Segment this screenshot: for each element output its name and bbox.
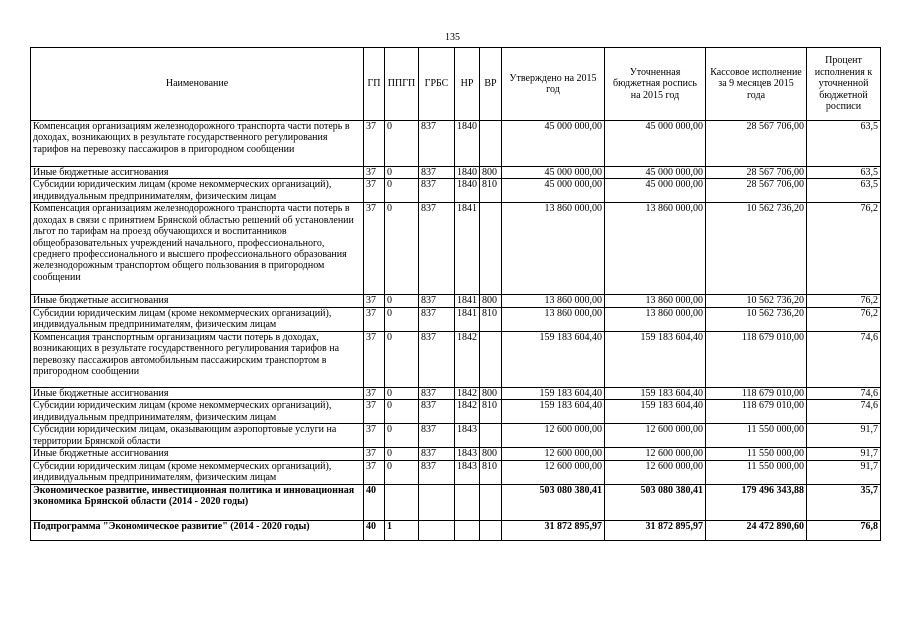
row-nr bbox=[455, 484, 480, 520]
row-vr: 800 bbox=[480, 448, 502, 460]
header-revised: Уточненная бюджетная роспись на 2015 год bbox=[605, 48, 706, 121]
row-gp: 37 bbox=[364, 424, 385, 448]
row-grbs: 837 bbox=[419, 460, 455, 484]
row-revised: 503 080 380,41 bbox=[605, 484, 706, 520]
header-grbs: ГРБС bbox=[419, 48, 455, 121]
row-approved: 45 000 000,00 bbox=[502, 179, 605, 203]
budget-table bbox=[30, 47, 881, 541]
row-vr bbox=[480, 484, 502, 520]
row-executed: 10 562 736,20 bbox=[706, 295, 807, 307]
row-vr: 810 bbox=[480, 307, 502, 331]
row-name: Компенсация организациям железнодорожного транспорта части потерь в доходах в связи с принятием Брянской областью решений об установлении льгот по тарифам на проезд обучающихся и воспитанников общеобразовательных учреждений начального, профессионального, среднего профессионального и высшего профессионального образования железнодорожным транспортом общего пользования в пригородном сообщении bbox=[31, 203, 364, 295]
row-revised: 45 000 000,00 bbox=[605, 167, 706, 179]
row-percent: 76,2 bbox=[807, 307, 881, 331]
table-row bbox=[31, 121, 881, 167]
row-ppgp: 0 bbox=[385, 307, 419, 331]
row-gp: 37 bbox=[364, 448, 385, 460]
row-percent: 35,7 bbox=[807, 484, 881, 520]
row-executed: 11 550 000,00 bbox=[706, 424, 807, 448]
row-percent: 74,6 bbox=[807, 387, 881, 399]
row-grbs: 837 bbox=[419, 387, 455, 399]
row-name: Иные бюджетные ассигнования bbox=[31, 295, 364, 307]
table-row bbox=[31, 295, 881, 307]
row-name: Компенсация организациям железнодорожного транспорта части потерь в доходах, возникающих в результате государственного регулирования тарифов на перевозку пассажиров в пригородном сообщении bbox=[31, 121, 364, 167]
table-row bbox=[31, 387, 881, 399]
row-vr: 810 bbox=[480, 400, 502, 424]
row-nr: 1842 bbox=[455, 400, 480, 424]
row-vr bbox=[480, 203, 502, 295]
row-gp: 37 bbox=[364, 331, 385, 387]
row-gp: 37 bbox=[364, 167, 385, 179]
row-revised: 12 600 000,00 bbox=[605, 424, 706, 448]
row-executed: 10 562 736,20 bbox=[706, 307, 807, 331]
row-executed: 118 679 010,00 bbox=[706, 400, 807, 424]
row-grbs: 837 bbox=[419, 307, 455, 331]
row-grbs bbox=[419, 520, 455, 540]
row-ppgp: 0 bbox=[385, 387, 419, 399]
page-number: 135 bbox=[445, 32, 460, 43]
table-row bbox=[31, 331, 881, 387]
row-nr: 1840 bbox=[455, 179, 480, 203]
row-name: Иные бюджетные ассигнования bbox=[31, 387, 364, 399]
row-ppgp bbox=[385, 484, 419, 520]
row-percent: 74,6 bbox=[807, 400, 881, 424]
row-approved: 31 872 895,97 bbox=[502, 520, 605, 540]
row-revised: 159 183 604,40 bbox=[605, 400, 706, 424]
row-nr bbox=[455, 520, 480, 540]
row-approved: 13 860 000,00 bbox=[502, 307, 605, 331]
row-revised: 13 860 000,00 bbox=[605, 295, 706, 307]
row-vr bbox=[480, 121, 502, 167]
table-row bbox=[31, 400, 881, 424]
row-revised: 31 872 895,97 bbox=[605, 520, 706, 540]
row-grbs: 837 bbox=[419, 167, 455, 179]
row-nr: 1840 bbox=[455, 121, 480, 167]
header-vr: ВР bbox=[480, 48, 502, 121]
row-nr: 1841 bbox=[455, 203, 480, 295]
row-percent: 74,6 bbox=[807, 331, 881, 387]
header-ppgp: ППГП bbox=[385, 48, 419, 121]
row-nr: 1841 bbox=[455, 307, 480, 331]
row-executed: 11 550 000,00 bbox=[706, 460, 807, 484]
row-grbs: 837 bbox=[419, 448, 455, 460]
row-approved: 159 183 604,40 bbox=[502, 387, 605, 399]
row-percent: 91,7 bbox=[807, 448, 881, 460]
row-executed: 179 496 343,88 bbox=[706, 484, 807, 520]
row-name: Экономическое развитие, инвестиционная политика и инновационная экономика Брянской области (2014 - 2020 годы) bbox=[31, 484, 364, 520]
row-approved: 45 000 000,00 bbox=[502, 167, 605, 179]
header-percent: Процент исполнения к уточненной бюджетной росписи bbox=[807, 48, 881, 121]
row-nr: 1840 bbox=[455, 167, 480, 179]
row-gp: 37 bbox=[364, 387, 385, 399]
row-vr bbox=[480, 424, 502, 448]
row-name: Субсидии юридическим лицам (кроме некоммерческих организаций), индивидуальным предпринимателям, физическим лицам bbox=[31, 400, 364, 424]
row-revised: 159 183 604,40 bbox=[605, 387, 706, 399]
row-executed: 118 679 010,00 bbox=[706, 331, 807, 387]
row-vr: 800 bbox=[480, 167, 502, 179]
row-vr bbox=[480, 520, 502, 540]
row-name: Компенсация транспортным организациям части потерь в доходах, возникающих в результате государственного регулирования тарифов на перевозку пассажиров автомобильным пассажирским транспортом в пригородном сообщении bbox=[31, 331, 364, 387]
row-nr: 1841 bbox=[455, 295, 480, 307]
row-approved: 12 600 000,00 bbox=[502, 448, 605, 460]
row-ppgp: 0 bbox=[385, 203, 419, 295]
row-name: Подпрограмма "Экономическое развитие" (2014 - 2020 годы) bbox=[31, 520, 364, 540]
row-executed: 28 567 706,00 bbox=[706, 167, 807, 179]
row-ppgp: 0 bbox=[385, 167, 419, 179]
row-ppgp: 0 bbox=[385, 400, 419, 424]
header-nr: НР bbox=[455, 48, 480, 121]
row-name: Иные бюджетные ассигнования bbox=[31, 448, 364, 460]
row-percent: 91,7 bbox=[807, 460, 881, 484]
row-approved: 45 000 000,00 bbox=[502, 121, 605, 167]
row-vr: 810 bbox=[480, 460, 502, 484]
row-grbs: 837 bbox=[419, 179, 455, 203]
row-ppgp: 0 bbox=[385, 179, 419, 203]
header-name: Наименование bbox=[31, 48, 364, 121]
row-percent: 91,7 bbox=[807, 424, 881, 448]
row-name: Субсидии юридическим лицам (кроме некоммерческих организаций), индивидуальным предпринимателям, физическим лицам bbox=[31, 460, 364, 484]
row-revised: 12 600 000,00 bbox=[605, 448, 706, 460]
row-percent: 63,5 bbox=[807, 167, 881, 179]
row-vr: 800 bbox=[480, 295, 502, 307]
row-executed: 10 562 736,20 bbox=[706, 203, 807, 295]
row-gp: 37 bbox=[364, 295, 385, 307]
row-grbs: 837 bbox=[419, 424, 455, 448]
row-revised: 12 600 000,00 bbox=[605, 460, 706, 484]
row-grbs: 837 bbox=[419, 331, 455, 387]
row-percent: 76,2 bbox=[807, 203, 881, 295]
row-gp: 37 bbox=[364, 307, 385, 331]
table-row bbox=[31, 520, 881, 540]
row-gp: 37 bbox=[364, 179, 385, 203]
row-gp: 40 bbox=[364, 484, 385, 520]
row-ppgp: 0 bbox=[385, 448, 419, 460]
row-vr: 810 bbox=[480, 179, 502, 203]
row-executed: 11 550 000,00 bbox=[706, 448, 807, 460]
row-grbs bbox=[419, 484, 455, 520]
row-gp: 40 bbox=[364, 520, 385, 540]
row-approved: 159 183 604,40 bbox=[502, 331, 605, 387]
table-row bbox=[31, 448, 881, 460]
row-gp: 37 bbox=[364, 400, 385, 424]
row-grbs: 837 bbox=[419, 203, 455, 295]
header-gp: ГП bbox=[364, 48, 385, 121]
table-row bbox=[31, 424, 881, 448]
row-name: Субсидии юридическим лицам (кроме некоммерческих организаций), индивидуальным предпринимателям, физическим лицам bbox=[31, 179, 364, 203]
row-executed: 28 567 706,00 bbox=[706, 121, 807, 167]
row-grbs: 837 bbox=[419, 400, 455, 424]
row-approved: 13 860 000,00 bbox=[502, 295, 605, 307]
table-row bbox=[31, 307, 881, 331]
table-row bbox=[31, 179, 881, 203]
row-ppgp: 0 bbox=[385, 331, 419, 387]
row-approved: 503 080 380,41 bbox=[502, 484, 605, 520]
row-name: Субсидии юридическим лицам (кроме некоммерческих организаций), индивидуальным предпринимателям, физическим лицам bbox=[31, 307, 364, 331]
row-revised: 13 860 000,00 bbox=[605, 203, 706, 295]
table-row bbox=[31, 167, 881, 179]
table-header-row bbox=[31, 48, 881, 121]
row-approved: 13 860 000,00 bbox=[502, 203, 605, 295]
table-row bbox=[31, 484, 881, 520]
row-executed: 28 567 706,00 bbox=[706, 179, 807, 203]
row-percent: 76,8 bbox=[807, 520, 881, 540]
row-ppgp: 0 bbox=[385, 121, 419, 167]
row-revised: 159 183 604,40 bbox=[605, 331, 706, 387]
row-nr: 1843 bbox=[455, 448, 480, 460]
row-gp: 37 bbox=[364, 121, 385, 167]
row-revised: 45 000 000,00 bbox=[605, 179, 706, 203]
row-gp: 37 bbox=[364, 203, 385, 295]
row-nr: 1842 bbox=[455, 387, 480, 399]
row-revised: 45 000 000,00 bbox=[605, 121, 706, 167]
table-row bbox=[31, 460, 881, 484]
header-executed: Кассовое исполнение за 9 месяцев 2015 года bbox=[706, 48, 807, 121]
row-nr: 1843 bbox=[455, 460, 480, 484]
row-grbs: 837 bbox=[419, 121, 455, 167]
row-approved: 12 600 000,00 bbox=[502, 460, 605, 484]
row-approved: 159 183 604,40 bbox=[502, 400, 605, 424]
row-ppgp: 0 bbox=[385, 460, 419, 484]
row-percent: 63,5 bbox=[807, 179, 881, 203]
row-approved: 12 600 000,00 bbox=[502, 424, 605, 448]
row-revised: 13 860 000,00 bbox=[605, 307, 706, 331]
row-ppgp: 0 bbox=[385, 295, 419, 307]
row-name: Иные бюджетные ассигнования bbox=[31, 167, 364, 179]
row-ppgp: 1 bbox=[385, 520, 419, 540]
row-nr: 1843 bbox=[455, 424, 480, 448]
row-executed: 118 679 010,00 bbox=[706, 387, 807, 399]
row-name: Субсидии юридическим лицам, оказывающим аэропортовые услуги на территории Брянской области bbox=[31, 424, 364, 448]
row-percent: 63,5 bbox=[807, 121, 881, 167]
row-ppgp: 0 bbox=[385, 424, 419, 448]
row-gp: 37 bbox=[364, 460, 385, 484]
row-grbs: 837 bbox=[419, 295, 455, 307]
header-approved: Утверждено на 2015 год bbox=[502, 48, 605, 121]
row-nr: 1842 bbox=[455, 331, 480, 387]
row-executed: 24 472 890,60 bbox=[706, 520, 807, 540]
row-percent: 76,2 bbox=[807, 295, 881, 307]
table-row bbox=[31, 203, 881, 295]
row-vr: 800 bbox=[480, 387, 502, 399]
row-vr bbox=[480, 331, 502, 387]
